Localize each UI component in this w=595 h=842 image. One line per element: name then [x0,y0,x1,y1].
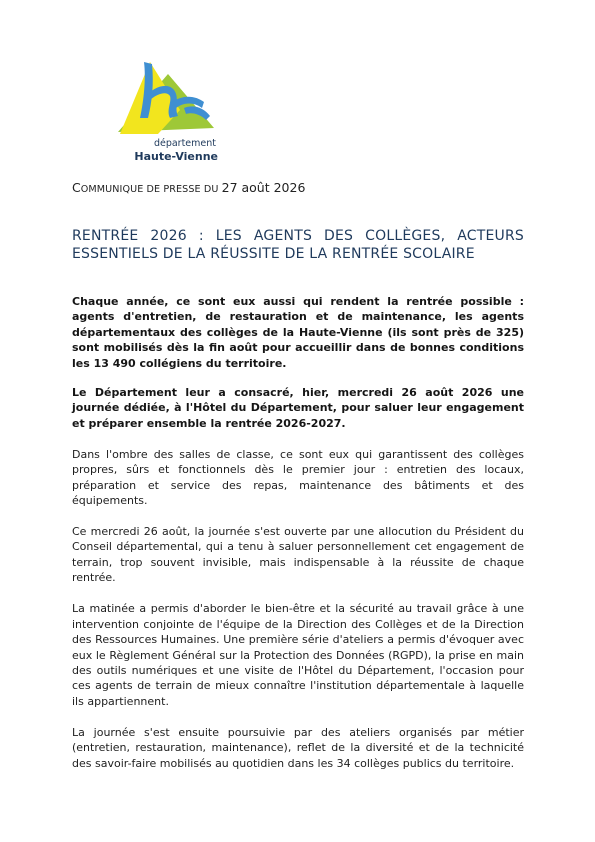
logo-emblem [110,56,222,136]
press-release-body [72,294,524,771]
body-paragraph-4: La journée s'est ensuite poursuivie par des ateliers organisés par métier (entretien, restauration, maintenance), reflet de la diversité et de la technicité des savoir-faire mobilisés au quotidien dans les 34 collèges publics du territoire. [72,725,524,770]
body-paragraph-3: La matinée a permis d'aborder le bien-être et la sécurité au travail grâce à une intervention conjointe de l'équipe de la Direction des Collèges et de la Direction des Ressources Humaines. Une première série d'ateliers a permis d'évoquer avec eux le Règlement Général sur la Protection des Données (RGPD), la prise en main des outils numériques et une visite de l'Hôtel du Département, l'occasion pour ces agents de terrain de mieux connaître l'institution départementale à laquelle ils appartiennent. [72,602,524,708]
logo-text-haute-vienne: Haute-Vienne [134,150,218,163]
kicker-date: 27 août 2026 [221,180,306,195]
departement-logo [110,56,222,168]
logo-text-departement: département [153,138,216,149]
kicker-label: OMMUNIQUE DE PRESSE DU [80,184,222,195]
lead-paragraph-1: Chaque année, ce sont eux aussi qui rendent la rentrée possible : agents d'entretien, de restauration et de maintenance, les agents départementaux des collèges de la Haute-Vienne (ils sont près de 325) sont mobilisés dès la fin août pour accueillir dans de bonnes conditions les 13 490 collégiens du territoire. [72,295,524,370]
lead-paragraph-2: Le Département leur a consacré, hier, mercredi 26 août 2026 une journée dédiée, à l'Hôtel du Département, pour saluer leur engagement et préparer ensemble la rentrée 2026-2027. [72,386,524,430]
press-release-headline: RENTRÉE 2026 : LES AGENTS DES COLLÈGES, ACTEURS ESSENTIELS DE LA RÉUSSITE DE LA RENTRÉE SCOLAIRE [72,228,524,262]
press-release-kicker [72,180,305,195]
body-paragraph-1: Dans l'ombre des salles de classe, ce sont eux qui garantissent des collèges propres, sûrs et fonctionnels dès le premier jour : entretien des locaux, préparation et service des repas, maintenance des bâtiments et des équipements. [72,447,524,508]
body-paragraph-2: Ce mercredi 26 août, la journée s'est ouverte par une allocution du Président du Conseil départemental, qui a tenu à saluer personnellement cet engagement de terrain, trop souvent invisible, mais indispensable à la réussite de chaque rentrée. [72,525,524,585]
kicker-initial: C [72,180,81,195]
